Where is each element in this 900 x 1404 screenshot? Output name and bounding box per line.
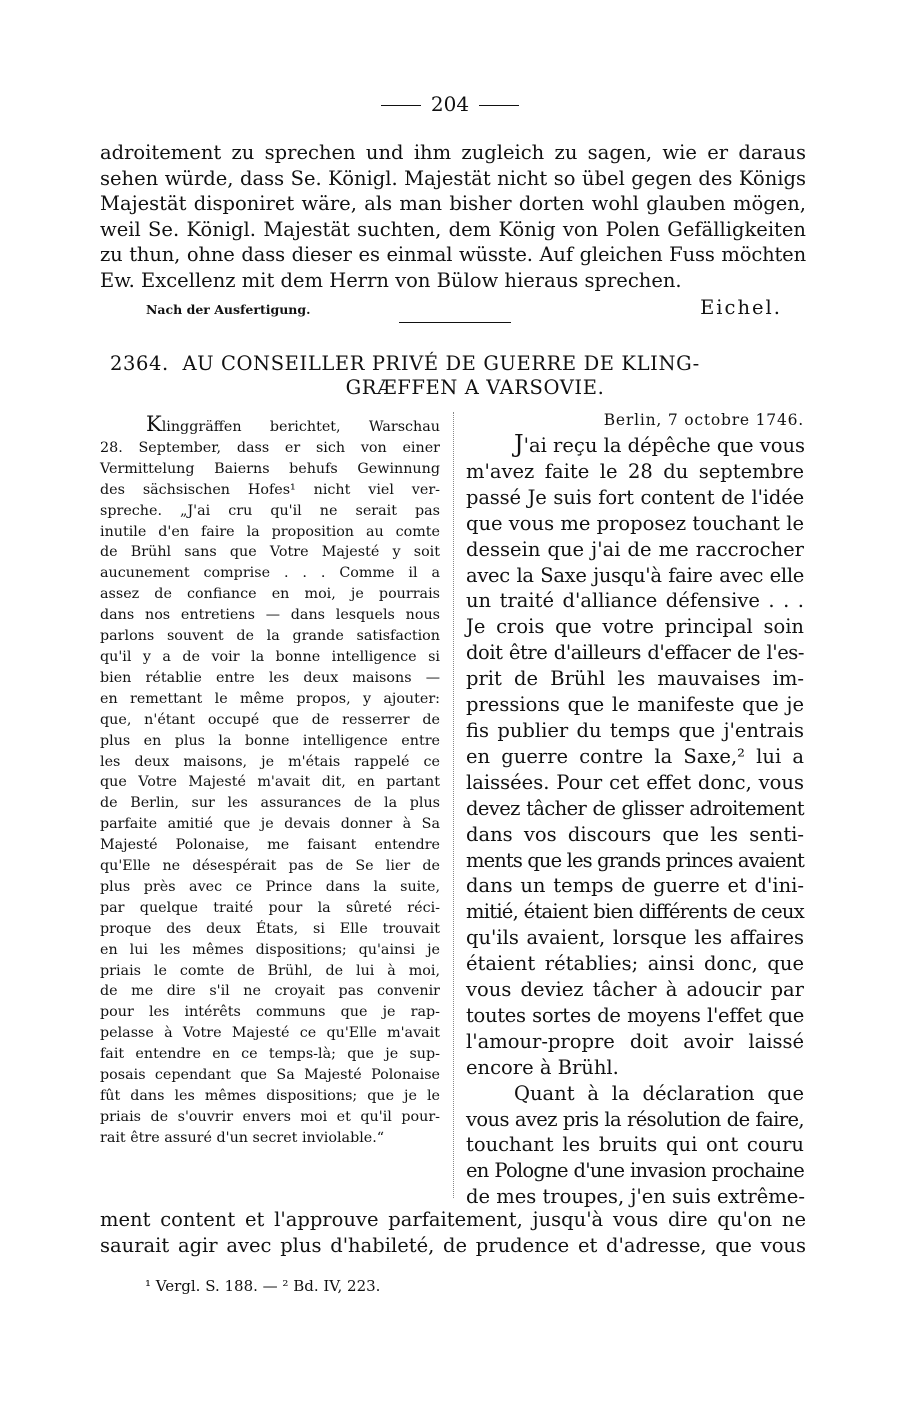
letter-line: doit être d'ailleurs d'effacer de l'es- [466, 641, 804, 665]
summary-line: parfaite amitié que je devais donner à Sa [100, 816, 440, 833]
summary-line: fait entendre en ce temps-là; que je sup- [100, 1046, 440, 1063]
summary-line: spreche. „J'ai cru qu'il ne serait pas [100, 502, 440, 519]
summary-line: bien rétablie entre les deux maisons — [100, 669, 440, 686]
summary-line: parlons souvent de la grande satisfaction [100, 628, 440, 645]
intro-line: weil Se. Königl. Majestät suchten, dem König von Polen Gefälligkeiten [100, 217, 806, 241]
summary-line: Vermittelung Baierns behufs Gewinnung [100, 460, 440, 477]
letter-line: mitié, étaient bien différents de ceux [466, 900, 804, 924]
signature: Eichel. [700, 296, 782, 319]
heading-line-2: GRÆFFEN A VARSOVIE. [345, 376, 605, 399]
letter-line: dans un temps de guerre et d'ini- [466, 874, 804, 898]
letter-initial: J [514, 430, 524, 458]
letter-line: de mes troupes, j'en suis extrême- [466, 1185, 805, 1209]
summary-line: qu'Elle ne désespérait pas de Se lier de [100, 858, 440, 875]
letter-line: devez tâcher de glisser adroitement [466, 796, 804, 820]
summary-column [100, 414, 440, 1149]
letter-line: que vous me proposez touchant le [466, 511, 804, 535]
letter-column [466, 408, 804, 1210]
letter-dateline: Berlin, 7 octobre 1746. [603, 411, 804, 429]
intro-paragraph [100, 140, 806, 294]
letter-line: vous avez pris la résolution de faire, [466, 1107, 804, 1131]
letter-line: Je crois que votre principal soin [466, 615, 804, 639]
letter-line: Quant à la déclaration que [514, 1081, 804, 1105]
summary-line: linggräffen berichtet, Warschau [161, 419, 440, 435]
intro-line: Ew. Excellenz mit dem Herrn von Bülow hieraus sprechen. [100, 268, 682, 292]
summary-line: posais cependant que Sa Majesté Polonaise [100, 1067, 440, 1084]
summary-line: que Votre Majesté m'avait dit, en partant [100, 774, 440, 791]
page-header [0, 92, 900, 116]
letter-line: toutes sortes de moyens l'effet que [466, 1003, 804, 1027]
summary-line: inutile d'en faire la proposition au comte [100, 523, 440, 540]
letter-line: passé Je suis fort content de l'idée [466, 485, 804, 509]
section-divider [399, 322, 511, 323]
summary-initial: K [146, 412, 162, 436]
summary-line: plus en plus la bonne intelligence entre [100, 732, 440, 749]
letter-line: 'ai reçu la dépêche que vous [523, 434, 806, 457]
summary-line: Majesté Polonaise, me faisant entendre [100, 837, 440, 854]
summary-line: de me dire s'il ne croyait pas convenir [100, 983, 440, 1000]
letter-line: laissées. Pour cet effet donc, vous [466, 770, 804, 794]
letter-line: étaient rétablies; ainsi donc, que [466, 952, 804, 976]
letter-line: en guerre contre la Saxe,² lui a [466, 744, 804, 768]
letter-line: touchant les bruits qui ont couru [466, 1133, 804, 1157]
letter-line: encore à Brühl. [466, 1055, 619, 1079]
letter-line: avec la Saxe jusqu'à faire avec elle [466, 563, 804, 587]
intro-line: zu thun, ohne dass dieser es einmal wüsste. Auf gleichen Fuss möchten [100, 243, 806, 267]
summary-line: des sächsischen Hofes¹ nicht viel ver- [100, 481, 440, 498]
intro-line: Majestät disponiret wäre, als man bisher dorten wohl glauben mögen, [100, 192, 806, 216]
letter-line: dans vos discours que les senti- [466, 822, 804, 846]
continuation-line: ment content et l'approuve parfaitement, jusqu'à vous dire qu'on ne [100, 1208, 806, 1231]
summary-line: 28. September, dass er sich von einer [100, 439, 440, 456]
summary-line: priais de s'ouvrir envers moi et qu'il pour- [100, 1108, 440, 1125]
heading-line-1: AU CONSEILLER PRIVÉ DE GUERRE DE KLING- [182, 352, 700, 375]
continuation-line: saurait agir avec plus d'habileté, de prudence et d'adresse, que vous [100, 1233, 806, 1257]
letter-line: m'avez faite le 28 du septembre [466, 459, 804, 483]
letter-line: ments que les grands princes avaient [466, 848, 804, 872]
letter-line: qu'ils avaient, lorsque les affaires [466, 926, 804, 950]
summary-line: que, n'étant occupé que de resserrer de [100, 711, 440, 728]
letter-line: pressions que le manifeste que je [466, 693, 804, 717]
summary-line: par quelque traité pour la sûreté réci- [100, 899, 440, 916]
summary-line: assez de confiance en moi, je pourrais [100, 586, 440, 603]
summary-line: plus près avec ce Prince dans la suite, [100, 878, 440, 895]
summary-line: rait être assuré d'un secret inviolable.“ [100, 1129, 385, 1146]
summary-line: fût dans les mêmes dispositions; que je le [100, 1088, 440, 1104]
intro-line: adroitement zu sprechen und ihm zugleich zu sagen, wie er daraus [100, 141, 806, 164]
summary-line: qu'il y a de voir la bonne intelligence si [100, 648, 440, 665]
summary-line: pour les intérêts communs que je rap- [100, 1004, 440, 1021]
summary-line: en remettant le même propos, y ajouter: [100, 690, 440, 707]
footnotes: ¹ Vergl. S. 188. — ² Bd. IV, 223. [145, 1277, 381, 1295]
document-heading [110, 352, 800, 400]
page-number: 204 [430, 92, 470, 116]
letter-line: un traité d'alliance défensive . . . [466, 589, 804, 613]
letter-line: l'amour-propre doit avoir laissé [466, 1029, 804, 1053]
header-dash-left [381, 105, 421, 106]
summary-line: les deux maisons, je m'étais rappelé ce [100, 753, 440, 770]
header-dash-right [479, 105, 519, 106]
source-note: Nach der Ausfertigung. [146, 302, 311, 317]
summary-line: en lui les mêmes dispositions; qu'ainsi je [100, 941, 440, 958]
column-separator [453, 412, 454, 1198]
letter-line: vous deviez tâcher à adoucir par [466, 978, 804, 1002]
document-number: 2364. [110, 352, 169, 375]
summary-line: aucunement comprise . . . Comme il a [100, 565, 440, 582]
summary-line: de Brühl sans que Votre Majesté y soit [100, 544, 440, 561]
intro-line: sehen würde, dass Se. Königl. Majestät nicht so übel gegen des Königs [100, 166, 806, 190]
letter-line: prit de Brühl les mauvaises im- [466, 667, 804, 691]
letter-line: dessein que j'ai de me raccrocher [466, 537, 804, 561]
letter-line: fis publier du temps que j'entrais [466, 718, 804, 742]
summary-line: dans nos entretiens — dans lesquels nous [100, 607, 440, 624]
summary-line: priais le comte de Brühl, de lui à moi, [100, 962, 440, 979]
letter-continuation [100, 1207, 806, 1258]
summary-line: proque des deux États, si Elle trouvait [100, 920, 440, 937]
summary-line: de Berlin, sur les assurances de la plus [100, 795, 440, 812]
letter-line: en Pologne d'une invasion prochaine [466, 1159, 804, 1183]
summary-line: pelasse à Votre Majesté ce qu'Elle m'avait [100, 1025, 440, 1042]
